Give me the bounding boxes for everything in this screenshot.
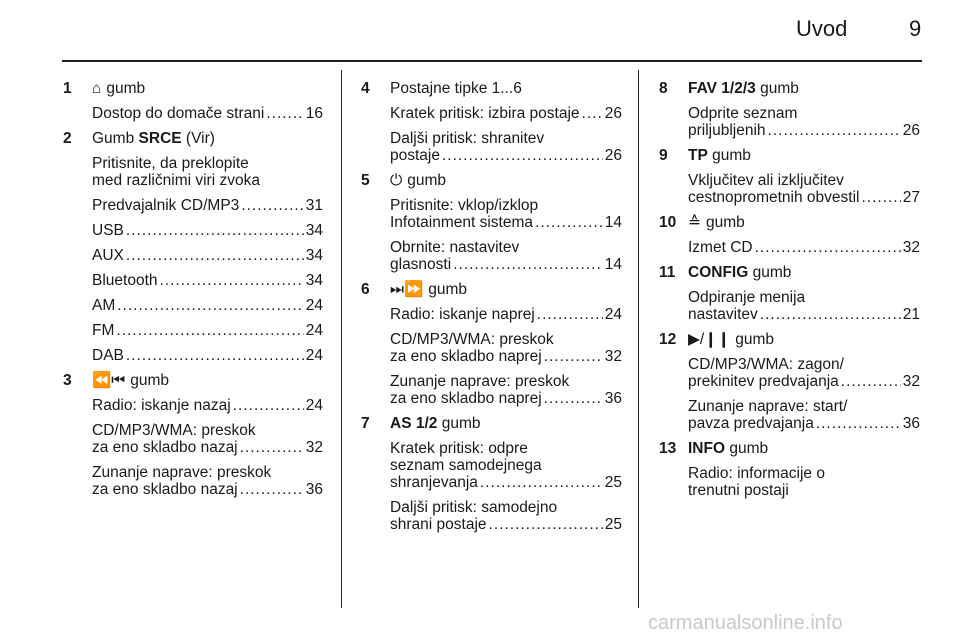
entry-line bbox=[92, 197, 323, 214]
item-heading bbox=[92, 80, 323, 97]
legend-item bbox=[659, 80, 920, 139]
page-ref: 24 bbox=[305, 297, 323, 314]
item-heading bbox=[688, 264, 920, 281]
entry bbox=[92, 105, 323, 122]
entry-text: FM bbox=[92, 322, 115, 339]
item-number: 4 bbox=[361, 80, 370, 97]
entry-text: Zunanje naprave: start/ bbox=[688, 398, 848, 415]
entry-text: Infotainment sistema bbox=[390, 214, 534, 231]
item-number: 2 bbox=[63, 130, 72, 147]
entry-text: med različnimi viri zvoka bbox=[92, 172, 260, 189]
item-prefix: Gumb bbox=[92, 130, 135, 147]
entry-text: shranjevanja bbox=[390, 474, 478, 491]
entry-line bbox=[688, 415, 920, 432]
page-ref: 26 bbox=[902, 122, 920, 139]
entry-text: postaje bbox=[390, 147, 440, 164]
legend-item bbox=[659, 214, 920, 256]
dot-leader bbox=[233, 397, 304, 414]
dot-leader bbox=[442, 147, 603, 164]
page-title: Uvod bbox=[796, 16, 848, 41]
button-name: FAV 1/2/3 bbox=[688, 80, 756, 97]
entry-text: nastavitev bbox=[688, 306, 758, 323]
entry-line bbox=[688, 239, 920, 256]
item-number: 5 bbox=[361, 172, 370, 189]
legend-item bbox=[659, 331, 920, 432]
item-heading bbox=[92, 372, 323, 389]
item-heading bbox=[390, 281, 622, 298]
page-ref: 26 bbox=[604, 147, 622, 164]
legend-item bbox=[659, 264, 920, 323]
page-ref: 26 bbox=[604, 105, 622, 122]
entry bbox=[688, 465, 920, 499]
page-ref: 36 bbox=[604, 390, 622, 407]
entry bbox=[390, 331, 622, 365]
entry bbox=[688, 105, 920, 139]
item-number: 12 bbox=[659, 331, 677, 348]
entry-line bbox=[390, 214, 622, 231]
dot-leader bbox=[544, 390, 603, 407]
dot-leader bbox=[266, 105, 303, 122]
entry-text: trenutni postaji bbox=[688, 482, 789, 499]
entry-text: Kratek pritisk: izbira postaje bbox=[390, 105, 580, 122]
item-suffix: gumb bbox=[428, 281, 468, 298]
entry-text: DAB bbox=[92, 347, 124, 364]
dot-leader bbox=[126, 347, 304, 364]
page-ref: 14 bbox=[604, 214, 622, 231]
entry bbox=[688, 356, 920, 390]
button-name: CONFIG bbox=[688, 264, 749, 281]
dot-leader bbox=[126, 222, 304, 239]
entry-text: Bluetooth bbox=[92, 272, 158, 289]
entry bbox=[92, 397, 323, 414]
entry bbox=[92, 322, 323, 339]
item-suffix: gumb bbox=[106, 80, 146, 97]
entry bbox=[92, 464, 323, 498]
entry-text: AUX bbox=[92, 247, 124, 264]
column-3 bbox=[659, 80, 920, 507]
entry-line bbox=[390, 516, 622, 533]
entry-text: Radio: informacije o bbox=[688, 465, 825, 482]
entry bbox=[688, 239, 920, 256]
dot-leader bbox=[453, 256, 603, 273]
entry-text: za eno skladbo nazaj bbox=[92, 439, 238, 456]
item-number: 3 bbox=[63, 372, 72, 389]
entry-text: Zunanje naprave: preskok bbox=[92, 464, 272, 481]
legend-item bbox=[659, 440, 920, 499]
entry-text: priljubljenih bbox=[688, 122, 766, 139]
item-heading bbox=[92, 130, 323, 147]
power-icon: ⏻ bbox=[390, 172, 403, 189]
entry bbox=[390, 105, 622, 122]
page-ref: 34 bbox=[305, 272, 323, 289]
page-ref: 21 bbox=[902, 306, 920, 323]
entry bbox=[390, 373, 622, 407]
entry-line bbox=[92, 247, 323, 264]
page-ref: 32 bbox=[604, 348, 622, 365]
item-heading bbox=[688, 147, 920, 164]
dot-leader bbox=[116, 322, 303, 339]
page-ref: 36 bbox=[305, 481, 323, 498]
dot-leader bbox=[241, 197, 303, 214]
dot-leader bbox=[240, 439, 304, 456]
entry-text: Izmet CD bbox=[688, 239, 753, 256]
entry bbox=[390, 440, 622, 491]
legend-item bbox=[361, 415, 622, 533]
item-suffix: gumb bbox=[407, 172, 447, 189]
legend-item bbox=[63, 372, 323, 498]
column-divider bbox=[341, 70, 342, 608]
page-ref: 24 bbox=[305, 322, 323, 339]
entry bbox=[92, 247, 323, 264]
page-ref: 32 bbox=[902, 373, 920, 390]
page-ref: 31 bbox=[305, 197, 323, 214]
button-name: SRCE bbox=[138, 130, 182, 147]
item-number: 13 bbox=[659, 440, 677, 457]
entry-text: cestnoprometnih obvestil bbox=[688, 189, 860, 206]
page-ref: 16 bbox=[305, 105, 323, 122]
dot-leader bbox=[537, 306, 603, 323]
entry-line bbox=[92, 222, 323, 239]
entry-line bbox=[92, 322, 323, 339]
entry-text: za eno skladbo nazaj bbox=[92, 481, 238, 498]
entry-text: CD/MP3/WMA: zagon/ bbox=[688, 356, 844, 373]
legend-item bbox=[361, 281, 622, 407]
entry-line bbox=[92, 397, 323, 414]
dot-leader bbox=[240, 481, 304, 498]
entry-text: za eno skladbo naprej bbox=[390, 390, 542, 407]
dot-leader bbox=[816, 415, 901, 432]
entry-text: Zunanje naprave: preskok bbox=[390, 373, 570, 390]
legend-item bbox=[63, 80, 323, 122]
entry-text: CD/MP3/WMA: preskok bbox=[92, 422, 256, 439]
item-number: 9 bbox=[659, 147, 668, 164]
entry-text: shrani postaje bbox=[390, 516, 487, 533]
page-ref: 34 bbox=[305, 247, 323, 264]
entry-line bbox=[92, 297, 323, 314]
dot-leader bbox=[861, 189, 900, 206]
entry-line bbox=[390, 390, 622, 407]
legend-item bbox=[361, 172, 622, 273]
item-prefix: Postajne tipke 1...6 bbox=[390, 80, 522, 97]
entry-text: glasnosti bbox=[390, 256, 452, 273]
entry bbox=[390, 239, 622, 273]
entry bbox=[688, 289, 920, 323]
entry bbox=[92, 297, 323, 314]
page-number: 9 bbox=[909, 16, 922, 41]
item-heading bbox=[390, 415, 622, 432]
entry bbox=[688, 398, 920, 432]
entry-line bbox=[92, 481, 323, 498]
item-number: 10 bbox=[659, 214, 677, 231]
dot-leader bbox=[126, 247, 304, 264]
legend-item bbox=[63, 130, 323, 364]
page-ref: 25 bbox=[604, 516, 622, 533]
item-suffix: gumb bbox=[706, 214, 745, 231]
page-ref: 24 bbox=[604, 306, 622, 323]
page-ref: 32 bbox=[902, 239, 920, 256]
entry-line bbox=[688, 373, 920, 390]
dot-leader bbox=[768, 122, 901, 139]
entry-line bbox=[92, 347, 323, 364]
button-name: AS 1/2 bbox=[390, 415, 438, 432]
column-divider bbox=[638, 70, 639, 608]
legend-item bbox=[659, 147, 920, 206]
item-number: 7 bbox=[361, 415, 370, 432]
item-number: 8 bbox=[659, 80, 668, 97]
item-suffix: (Vir) bbox=[185, 130, 215, 147]
entry bbox=[390, 499, 622, 533]
seek-forward-icon: ⏭⏩ bbox=[390, 281, 424, 298]
item-suffix: gumb bbox=[752, 264, 792, 281]
dot-leader bbox=[489, 516, 603, 533]
entry-line bbox=[390, 256, 622, 273]
entry bbox=[390, 306, 622, 323]
item-heading bbox=[390, 80, 622, 97]
entry-text: za eno skladbo naprej bbox=[390, 348, 542, 365]
page-ref: 14 bbox=[604, 256, 622, 273]
entry bbox=[92, 347, 323, 364]
watermark: carmanualsonline.info bbox=[648, 612, 843, 634]
page-ref: 24 bbox=[305, 347, 323, 364]
dot-leader bbox=[760, 306, 901, 323]
column-2 bbox=[361, 80, 622, 541]
entry-line bbox=[688, 306, 920, 323]
button-name: TP bbox=[688, 147, 708, 164]
entry-text: Radio: iskanje nazaj bbox=[92, 397, 231, 414]
seek-back-icon: ⏪⏮ bbox=[92, 372, 126, 389]
item-suffix: gumb bbox=[441, 415, 481, 432]
entry-line bbox=[92, 272, 323, 289]
entry bbox=[688, 172, 920, 206]
eject-icon: ≙ bbox=[688, 214, 701, 231]
dot-leader bbox=[841, 373, 901, 390]
entry-line bbox=[92, 439, 323, 456]
entry bbox=[92, 197, 323, 214]
entry bbox=[92, 222, 323, 239]
entry-line bbox=[688, 122, 920, 139]
item-number: 6 bbox=[361, 281, 370, 298]
entry bbox=[390, 130, 622, 164]
item-heading bbox=[390, 172, 622, 189]
item-heading bbox=[688, 214, 920, 231]
page-ref: 36 bbox=[902, 415, 920, 432]
entry-text: Vključitev ali izključitev bbox=[688, 172, 844, 189]
entry-text: USB bbox=[92, 222, 124, 239]
legend-item bbox=[361, 80, 622, 164]
item-suffix: gumb bbox=[712, 147, 751, 164]
entry-line bbox=[390, 105, 622, 122]
entry bbox=[92, 272, 323, 289]
entry bbox=[92, 155, 323, 189]
entry bbox=[92, 422, 323, 456]
button-name: INFO bbox=[688, 440, 726, 457]
entry bbox=[390, 197, 622, 231]
entry-text: Dostop do domače strani bbox=[92, 105, 265, 122]
entry-line bbox=[390, 348, 622, 365]
item-suffix: gumb bbox=[735, 331, 774, 348]
dot-leader bbox=[160, 272, 304, 289]
entry-text: Kratek pritisk: odpre bbox=[390, 440, 528, 457]
play-pause-icon: ▶/❙❙ bbox=[688, 331, 731, 348]
entry-text: CD/MP3/WMA: preskok bbox=[390, 331, 554, 348]
dot-leader bbox=[480, 474, 603, 491]
entry-text: Pritisnite, da preklopite bbox=[92, 155, 249, 172]
entry-text: Daljši pritisk: shranitev bbox=[390, 130, 545, 147]
item-number: 1 bbox=[63, 80, 72, 97]
entry-text: Odprite seznam bbox=[688, 105, 798, 122]
entry-text: Obrnite: nastavitev bbox=[390, 239, 520, 256]
entry-text: AM bbox=[92, 297, 116, 314]
page-ref: 25 bbox=[604, 474, 622, 491]
entry-line bbox=[390, 147, 622, 164]
item-heading bbox=[688, 331, 920, 348]
header-rule bbox=[62, 60, 922, 62]
entry-text: prekinitev predvajanja bbox=[688, 373, 839, 390]
entry-text: pavza predvajanja bbox=[688, 415, 814, 432]
page-ref: 34 bbox=[305, 222, 323, 239]
dot-leader bbox=[544, 348, 603, 365]
dot-leader bbox=[535, 214, 603, 231]
home-icon: ⌂ bbox=[92, 80, 102, 97]
entry-text: Pritisnite: vklop/izklop bbox=[390, 197, 539, 214]
item-heading bbox=[688, 80, 920, 97]
item-suffix: gumb bbox=[729, 440, 769, 457]
entry-text: Odpiranje menija bbox=[688, 289, 806, 306]
entry-text: Daljši pritisk: samodejno bbox=[390, 499, 558, 516]
dot-leader bbox=[582, 105, 603, 122]
page-ref: 24 bbox=[305, 397, 323, 414]
entry-line bbox=[92, 105, 323, 122]
entry-text: Radio: iskanje naprej bbox=[390, 306, 535, 323]
entry-line bbox=[390, 474, 622, 491]
dot-leader bbox=[117, 297, 304, 314]
column-1 bbox=[63, 80, 323, 506]
entry-text: Predvajalnik CD/MP3 bbox=[92, 197, 240, 214]
item-suffix: gumb bbox=[760, 80, 799, 97]
page-ref: 32 bbox=[305, 439, 323, 456]
entry-line bbox=[390, 306, 622, 323]
entry-line bbox=[688, 189, 920, 206]
entry-text: seznam samodejnega bbox=[390, 457, 542, 474]
item-number: 11 bbox=[659, 264, 676, 281]
page-ref: 27 bbox=[902, 189, 920, 206]
dot-leader bbox=[755, 239, 901, 256]
item-heading bbox=[688, 440, 920, 457]
item-suffix: gumb bbox=[130, 372, 170, 389]
